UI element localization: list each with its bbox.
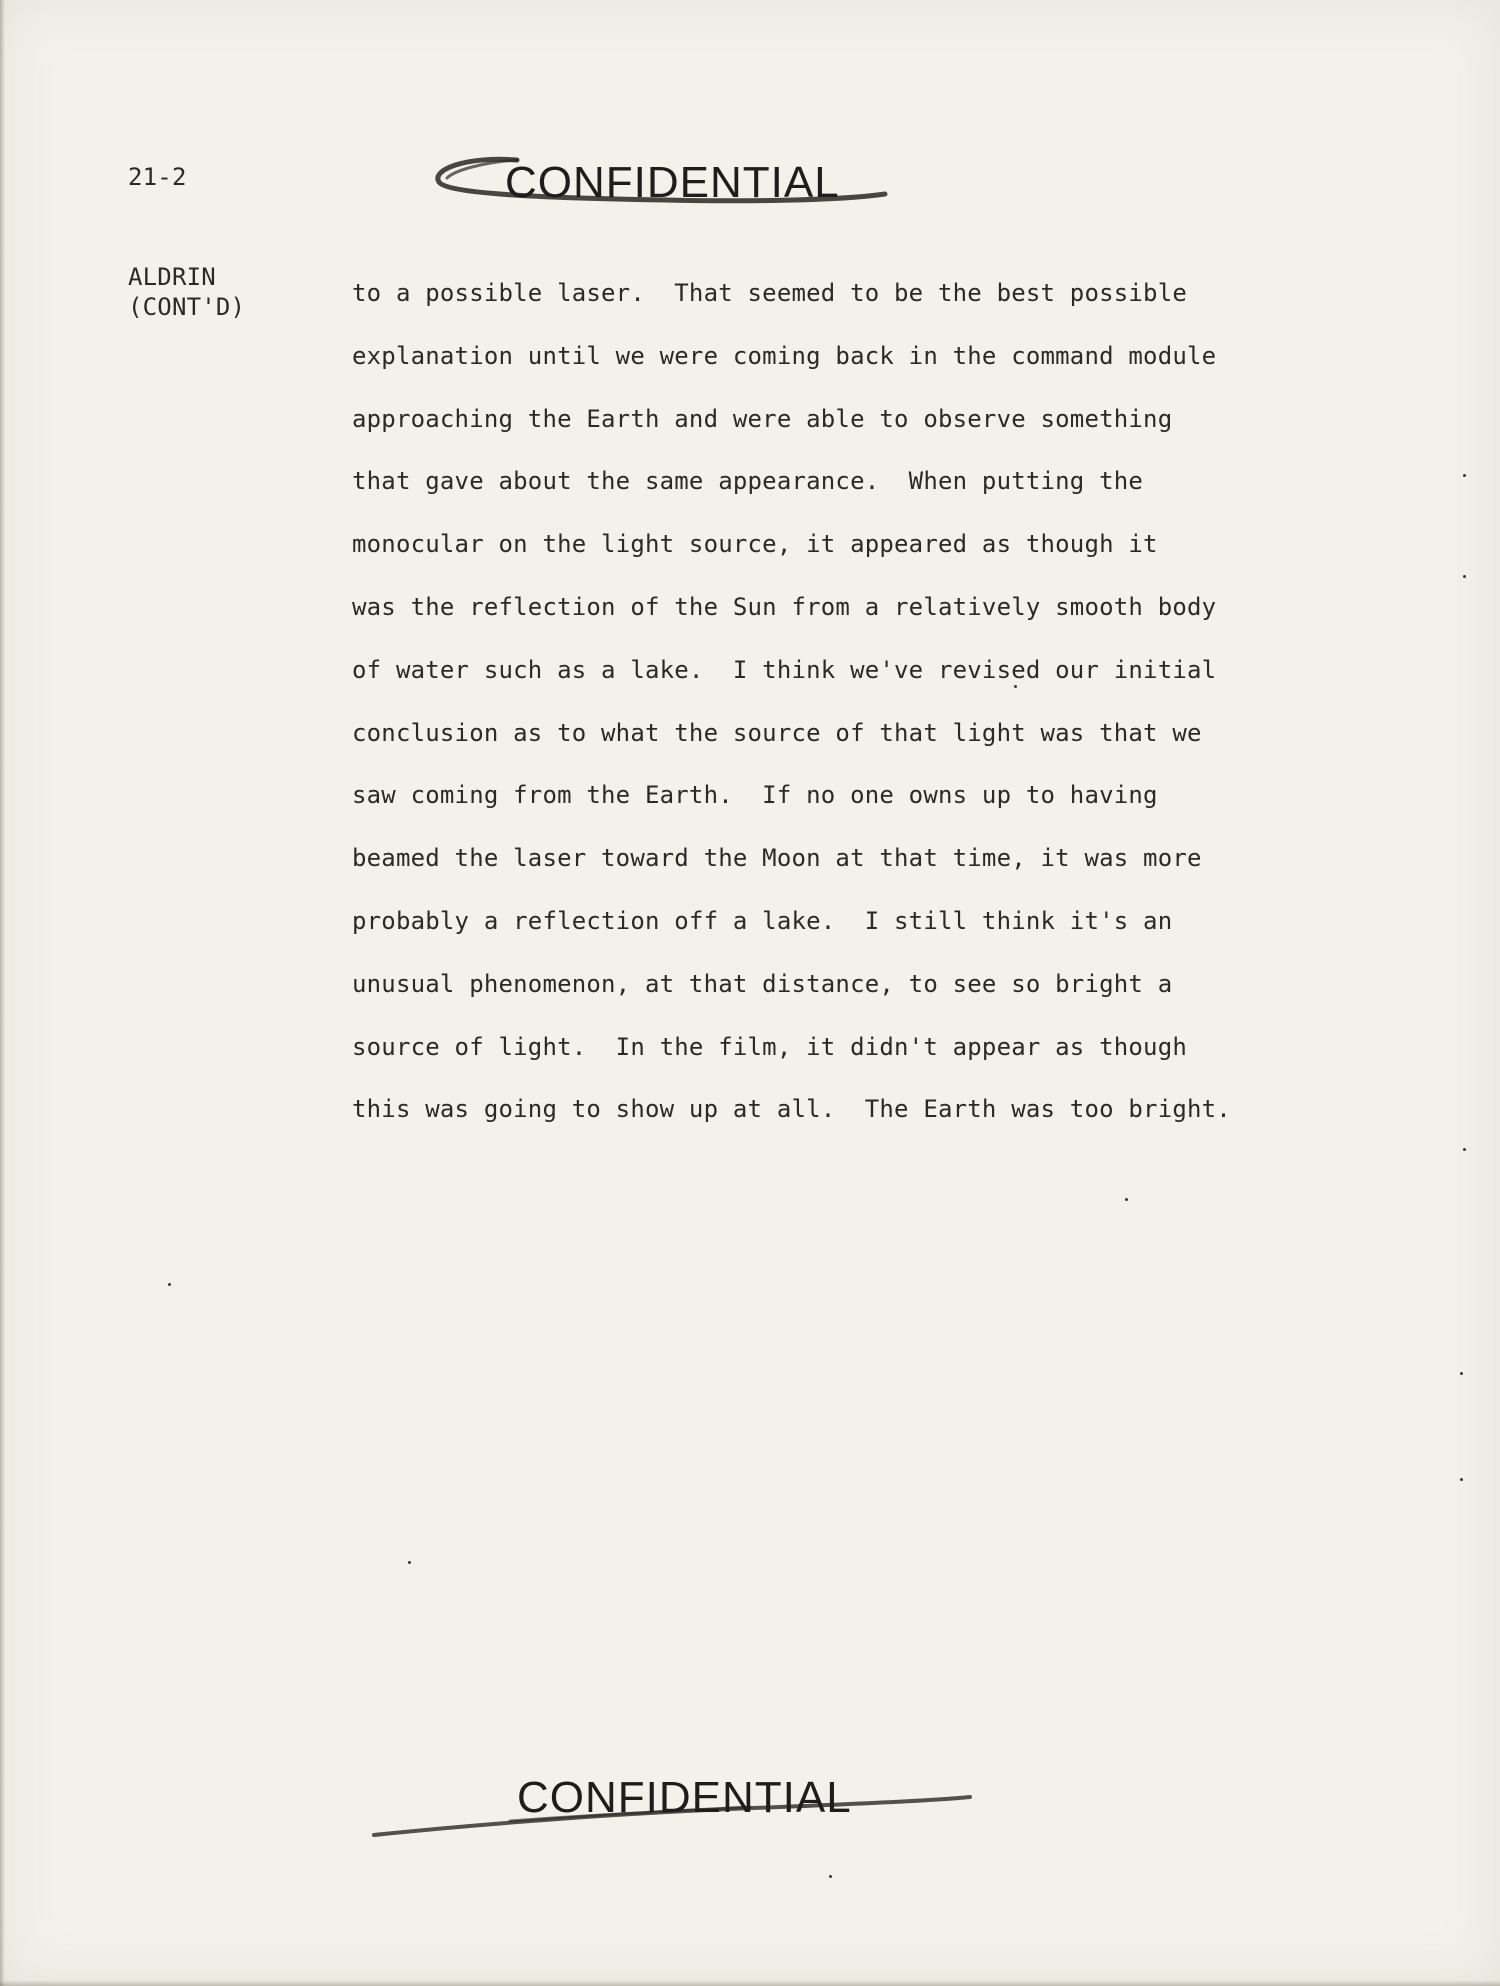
body-line: of water such as a lake. I think we've revised our initial bbox=[352, 655, 1217, 684]
confidential-stamp-top: CONFIDENTIAL bbox=[505, 158, 840, 207]
speaker-continued-note: (CONT'D) bbox=[128, 293, 246, 321]
body-line: saw coming from the Earth. If no one owns up to having bbox=[352, 781, 1158, 810]
confidential-stamp-bottom: CONFIDENTIAL bbox=[517, 1773, 852, 1822]
page-number: 21-2 bbox=[128, 163, 187, 191]
scan-speck bbox=[168, 1283, 171, 1286]
page-left-edge-shadow bbox=[0, 0, 5, 1986]
speaker-label bbox=[128, 262, 245, 322]
scan-speck bbox=[1460, 1372, 1463, 1375]
body-line: beamed the laser toward the Moon at that time, it was more bbox=[352, 844, 1202, 873]
scan-speck bbox=[408, 1561, 411, 1564]
scan-speck bbox=[1125, 1198, 1128, 1201]
scan-speck bbox=[829, 1875, 832, 1878]
speaker-name: ALDRIN bbox=[128, 263, 216, 291]
body-line: was the reflection of the Sun from a relatively smooth body bbox=[352, 592, 1217, 621]
scan-speck bbox=[1463, 575, 1466, 578]
body-line: unusual phenomenon, at that distance, to see so bright a bbox=[352, 969, 1173, 998]
body-line: probably a reflection off a lake. I still think it's an bbox=[352, 906, 1173, 935]
body-line: approaching the Earth and were able to observe something bbox=[352, 404, 1173, 433]
scan-speck bbox=[1463, 474, 1466, 477]
body-line: monocular on the light source, it appeared as though it bbox=[352, 530, 1158, 559]
scan-speck bbox=[1460, 1478, 1463, 1481]
body-line: conclusion as to what the source of that light was that we bbox=[352, 718, 1202, 747]
scan-speck bbox=[1014, 685, 1017, 688]
scan-speck bbox=[1463, 1148, 1466, 1151]
page-bottom-edge-shadow bbox=[0, 1980, 1500, 1986]
transcript-body bbox=[352, 262, 1352, 1141]
body-line: this was going to show up at all. The Earth was too bright. bbox=[352, 1095, 1231, 1124]
body-line: to a possible laser. That seemed to be the best possible bbox=[352, 279, 1188, 307]
body-line: explanation until we were coming back in the command module bbox=[352, 341, 1217, 370]
body-line: that gave about the same appearance. When putting the bbox=[352, 467, 1144, 496]
body-line: source of light. In the film, it didn't appear as though bbox=[352, 1032, 1188, 1061]
